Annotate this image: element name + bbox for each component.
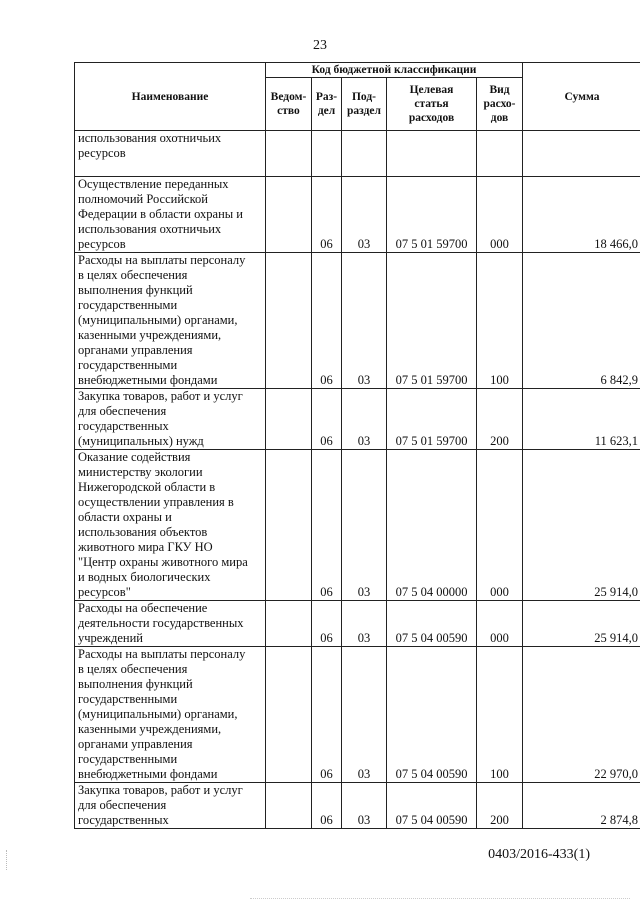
row-vid-cell: 200 (477, 783, 523, 829)
row-razdel-cell (312, 131, 342, 177)
header-name: Наименование (75, 63, 266, 131)
table-body (75, 131, 640, 829)
row-vid-cell: 100 (477, 647, 523, 783)
row-vedomstvo-cell (266, 253, 312, 389)
header-celevaya-statya: Целевая статья расходов (387, 78, 477, 131)
row-razdel-cell: 06 (312, 253, 342, 389)
table-row (75, 601, 640, 647)
row-name-cell: Оказание содействия министерству экологии Нижегородской области в осуществлении управления в области охраны и использования объектов животного мира ГКУ НО "Центр охраны животного мира и водных биологических ресурсов" (75, 450, 266, 601)
row-celevaya-cell: 07 5 01 59700 (387, 389, 477, 450)
table-row (75, 253, 640, 389)
row-celevaya-cell: 07 5 04 00590 (387, 783, 477, 829)
row-podrazdel-cell: 03 (342, 389, 387, 450)
header-classification-group: Код бюджетной классификации (266, 63, 523, 78)
row-sum-cell: 6 842,9 (523, 253, 640, 389)
row-vedomstvo-cell (266, 783, 312, 829)
row-sum-cell: 25 914,0 (523, 601, 640, 647)
table-row (75, 783, 640, 829)
row-vedomstvo-cell (266, 177, 312, 253)
row-razdel-cell: 06 (312, 783, 342, 829)
row-vid-cell: 200 (477, 389, 523, 450)
row-name-cell: Осуществление переданных полномочий Российской Федерации в области охраны и использования охотничьих ресурсов (75, 177, 266, 253)
row-name-cell: Расходы на выплаты персоналу в целях обеспечения выполнения функций государственными (муниципальными) органами, казенными учреждениями, органами управления государственными внебюджетными фондами (75, 647, 266, 783)
row-sum-cell: 11 623,1 (523, 389, 640, 450)
row-celevaya-cell: 07 5 04 00590 (387, 601, 477, 647)
header-podrazdel: Под- раздел (342, 78, 387, 131)
row-razdel-cell: 06 (312, 601, 342, 647)
row-podrazdel-cell: 03 (342, 253, 387, 389)
row-podrazdel-cell: 03 (342, 177, 387, 253)
row-sum-cell: 2 874,8 (523, 783, 640, 829)
row-name-cell: Расходы на выплаты персоналу в целях обеспечения выполнения функций государственными (муниципальными) органами, казенными учреждениями, органами управления государственными внебюджетными фондами (75, 253, 266, 389)
row-celevaya-cell: 07 5 04 00000 (387, 450, 477, 601)
row-vid-cell: 000 (477, 601, 523, 647)
row-razdel-cell: 06 (312, 177, 342, 253)
row-sum-cell (523, 131, 640, 177)
row-sum-cell: 25 914,0 (523, 450, 640, 601)
row-razdel-cell: 06 (312, 389, 342, 450)
table-row (75, 177, 640, 253)
scan-bottom-artifact (250, 898, 630, 900)
row-vedomstvo-cell (266, 131, 312, 177)
row-podrazdel-cell: 03 (342, 601, 387, 647)
row-razdel-cell: 06 (312, 647, 342, 783)
row-sum-cell: 22 970,0 (523, 647, 640, 783)
row-name-cell: использования охотничьих ресурсов (75, 131, 266, 177)
row-vid-cell: 000 (477, 450, 523, 601)
row-podrazdel-cell: 03 (342, 783, 387, 829)
row-celevaya-cell: 07 5 04 00590 (387, 647, 477, 783)
table-row (75, 131, 640, 177)
header-razdel: Раз- дел (312, 78, 342, 131)
row-podrazdel-cell: 03 (342, 647, 387, 783)
header-vedomstvo: Ведом- ство (266, 78, 312, 131)
row-celevaya-cell (387, 131, 477, 177)
row-vedomstvo-cell (266, 389, 312, 450)
row-vedomstvo-cell (266, 450, 312, 601)
table-row (75, 450, 640, 601)
row-vid-cell: 000 (477, 177, 523, 253)
table-row (75, 389, 640, 450)
table-row (75, 647, 640, 783)
budget-table (74, 62, 640, 829)
scan-edge-artifact (6, 850, 8, 870)
row-vedomstvo-cell (266, 647, 312, 783)
row-name-cell: Расходы на обеспечение деятельности государственных учреждений (75, 601, 266, 647)
page-number: 23 (313, 38, 327, 53)
row-vid-cell: 100 (477, 253, 523, 389)
row-name-cell: Закупка товаров, работ и услуг для обеспечения государственных (муниципальных) нужд (75, 389, 266, 450)
row-vid-cell (477, 131, 523, 177)
document-id: 0403/2016-433(1) (488, 847, 590, 862)
row-podrazdel-cell: 03 (342, 450, 387, 601)
row-name-cell: Закупка товаров, работ и услуг для обеспечения государственных (75, 783, 266, 829)
row-razdel-cell: 06 (312, 450, 342, 601)
header-vid-rashodov: Вид расхо- дов (477, 78, 523, 131)
row-sum-cell: 18 466,0 (523, 177, 640, 253)
header-sum: Сумма (523, 63, 640, 131)
row-podrazdel-cell (342, 131, 387, 177)
row-celevaya-cell: 07 5 01 59700 (387, 253, 477, 389)
row-celevaya-cell: 07 5 01 59700 (387, 177, 477, 253)
row-vedomstvo-cell (266, 601, 312, 647)
